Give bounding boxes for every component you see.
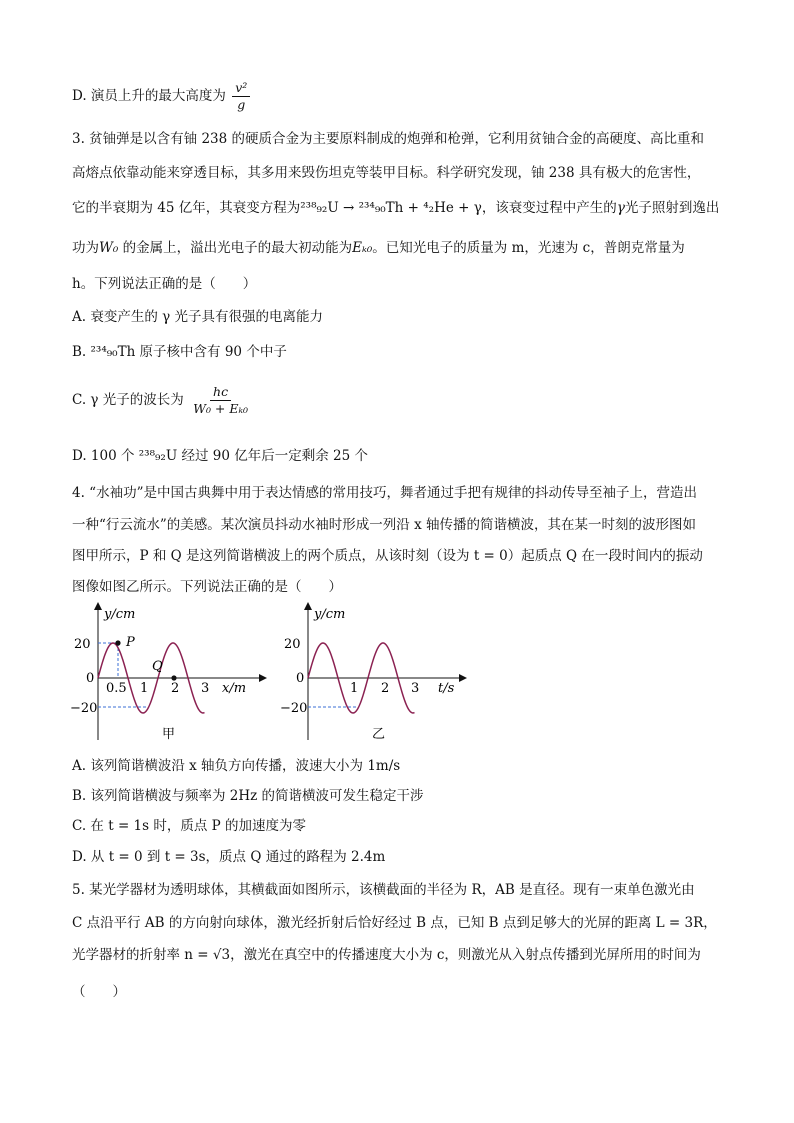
q5-stem-line2: C 点沿平行 AB 的方向射向球体，激光经折射后恰好经过 B 点，已知 B 点到足够大的光屏的距离 L = 3R， <box>72 915 717 931</box>
q4-stem-line3: 图甲所示，P 和 Q 是这列简谐横波上的两个质点，从该时刻（设为 t = 0）起质点 Q 在一段时间内的振动 <box>72 548 703 564</box>
q2-option-d: D. 演员上升的最大高度为 $\frac{\text{v²}}{g}$ <box>72 80 252 113</box>
x-tick-3: 3 <box>411 681 420 696</box>
vibration-graph-yi <box>280 600 480 750</box>
y-tick-neg20: −20 <box>280 701 308 716</box>
y-tick-0: 0 <box>296 671 305 686</box>
q4-option-a: A. 该列简谐横波沿 x 轴负方向传播，波速大小为 1m/s <box>72 758 401 774</box>
x-tick-2: 2 <box>171 681 180 696</box>
point-p <box>115 640 120 645</box>
q5-stem-line1: 5. 某光学器材为透明球体，其横截面如图所示，该横截面的半径为 R，AB 是直径。现有一束单色激光由 <box>72 882 695 898</box>
x-axis-label: x/m <box>222 681 247 696</box>
q4-stem-line2: 一种“行云流水”的美感。某次演员抖动水袖时形成一列沿 x 轴传播的简谐横波，其在某一时刻的波形图如 <box>72 517 696 533</box>
q3-option-c: C. γ 光子的波长为 $\frac{hc}{\text{W₀ + Eₖ₀}}$ <box>72 384 253 417</box>
q3-stem-line3: 它的半衰期为 45 亿年，其衰变方程为²³⁸₉₂U → ²³⁴₉₀Th + ⁴₂He + γ，该衰变过程中产生的γ光子照射到逸出 <box>72 200 720 216</box>
q5-stem-line3: 光学器材的折射率 n = √3，激光在真空中的传播速度大小为 c，则激光从入射点传播到光屏所用的时间为 <box>72 947 701 963</box>
y-tick-0: 0 <box>86 671 95 686</box>
q3-stem-line5: h。下列说法正确的是（ ） <box>72 276 257 292</box>
y-tick-20: 20 <box>74 637 91 652</box>
y-tick-neg20: −20 <box>70 701 98 716</box>
x-tick-1: 1 <box>140 681 149 696</box>
q3-stem-line4: 功为W₀ 的金属上，溢出光电子的最大初动能为Eₖ₀。已知光电子的质量为 m，光速为 c，普朗克常量为 <box>72 240 685 256</box>
wavelength-fraction: $\frac{hc}{\text{W₀ + Eₖ₀}}$ <box>193 384 249 416</box>
point-q-label: Q <box>152 659 163 674</box>
fraction-v2-over-g: $\frac{\text{v²}}{g}$ <box>232 80 250 113</box>
q4-stem-line4: 图像如图乙所示。下列说法正确的是（ ） <box>72 579 342 595</box>
x-tick-0.5: 0.5 <box>106 681 127 696</box>
y-axis-label: y/cm <box>314 607 346 622</box>
wave-graph-jia <box>70 600 270 750</box>
y-axis-label: y/cm <box>104 607 136 622</box>
q4-option-b: B. 该列简谐横波与频率为 2Hz 的简谐横波可发生稳定干涉 <box>72 788 424 804</box>
q4-stem-line1: 4. “水袖功”是中国古典舞中用于表达情感的常用技巧，舞者通过手把有规律的抖动传导至袖子上，营造出 <box>72 485 697 501</box>
q3-option-a: A. 衰变产生的 γ 光子具有很强的电离能力 <box>72 309 323 325</box>
q4-option-d: D. 从 t = 0 到 t = 3s，质点 Q 通过的路程为 2.4m <box>72 849 386 865</box>
x-tick-3: 3 <box>201 681 210 696</box>
q3-stem-line1: 3. 贫铀弹是以含有铀 238 的硬质合金为主要原料制成的炮弹和枪弹，它利用贫铀合金的高硬度、高比重和 <box>72 131 705 147</box>
graph-caption-jia: 甲 <box>162 727 176 742</box>
point-q <box>171 675 176 680</box>
point-p-label: P <box>126 635 135 650</box>
y-tick-20: 20 <box>284 637 301 652</box>
x-axis-label: t/s <box>438 681 455 696</box>
q3-stem-line2: 高熔点依靠动能来穿透目标，其多用来毁伤坦克等装甲目标。科学研究发现，铀 238 具有极大的危害性， <box>72 165 701 181</box>
q3-option-b: B. ²³⁴₉₀Th 原子核中含有 90 个中子 <box>72 344 287 360</box>
q5-stem-line4: （ ） <box>72 984 126 1000</box>
decay-equation: ²³⁸₉₂U → ²³⁴₉₀Th + ⁴₂He + γ <box>300 200 482 216</box>
q3-option-d: D. 100 个 ²³⁸₉₂U 经过 90 亿年后一定剩余 25 个 <box>72 448 369 464</box>
x-tick-1: 1 <box>350 681 359 696</box>
q4-option-c: C. 在 t = 1s 时，质点 P 的加速度为零 <box>72 818 307 834</box>
x-tick-2: 2 <box>381 681 390 696</box>
graph-caption-yi: 乙 <box>372 727 386 742</box>
